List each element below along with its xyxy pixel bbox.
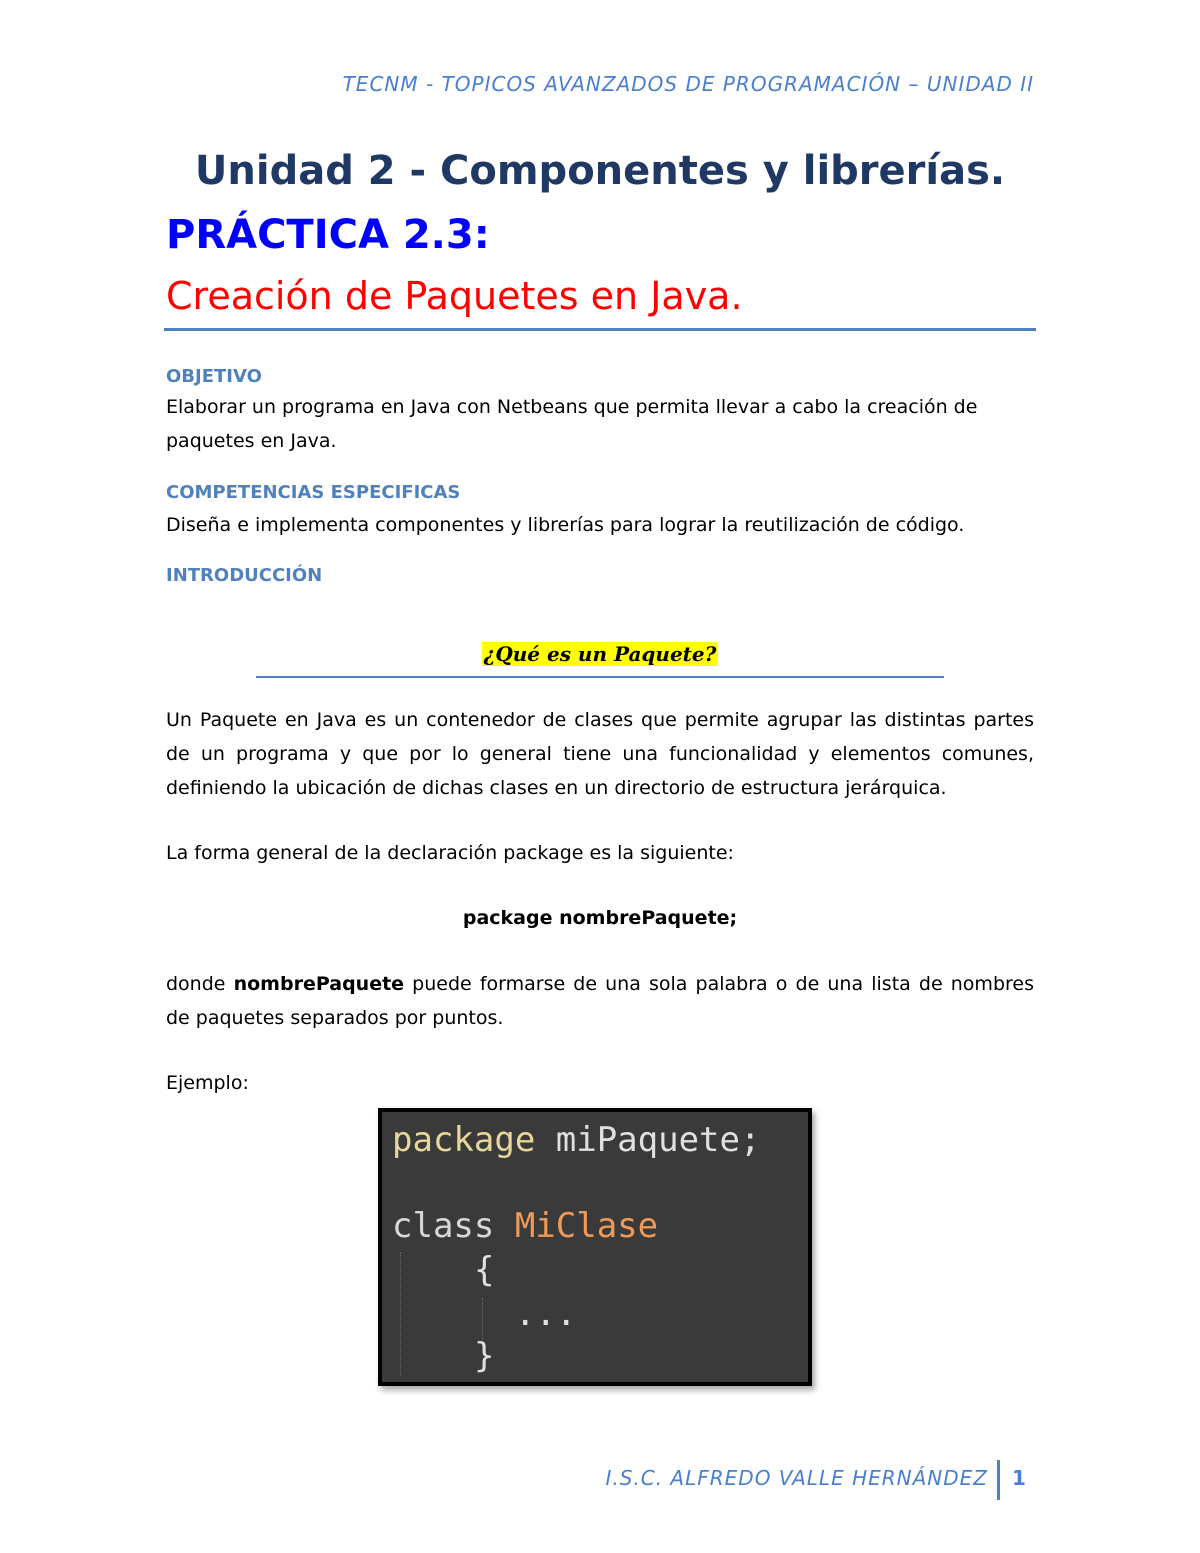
title-divider [164, 328, 1036, 331]
code-ellipsis: ... [515, 1294, 577, 1334]
example-label: Ejemplo: [166, 1072, 249, 1094]
paragraph-text-before: donde [166, 973, 234, 995]
code-package-keyword: package [392, 1120, 536, 1160]
competencias-text: Diseña e implementa componentes y librerías para lograr la reutilización de código. [166, 514, 965, 536]
code-line-class [392, 1206, 658, 1246]
competencias-heading: COMPETENCIAS ESPECIFICAS [166, 482, 461, 503]
code-open-brace: { [474, 1250, 495, 1290]
practice-number: PRÁCTICA 2.3: [166, 212, 490, 258]
intro-paragraph: Un Paquete en Java es un contenedor de clases que permite agrupar las distintas partes de un programa y que por lo general tiene una funcionalidad y elementos comunes, definiendo la ubicación de dichas clases en un directorio de estructura jerárquica. [166, 709, 1034, 799]
code-class-keyword: class [392, 1206, 495, 1246]
objetivo-text: Elaborar un programa en Java con Netbeans que permita llevar a cabo la creación de paquetes en Java. [166, 396, 978, 452]
code-example-image [378, 1108, 812, 1386]
page-header: TECNM - TOPICOS AVANZADOS DE PROGRAMACIÓN – UNIDAD II [342, 72, 1034, 96]
code-close-brace: } [474, 1336, 495, 1376]
indent-guide-outer [400, 1252, 401, 1376]
package-form-text: La forma general de la declaración package es la siguiente: [166, 842, 734, 864]
question-heading-wrap [256, 642, 944, 666]
package-declaration: package nombrePaquete; [462, 907, 738, 929]
question-divider [256, 676, 944, 678]
footer-author: I.S.C. ALFREDO VALLE HERNÁNDEZ [605, 1466, 988, 1490]
footer-divider [997, 1460, 1000, 1500]
unit-title: Unidad 2 - Componentes y librerías. [194, 148, 1006, 194]
objetivo-heading: OBJETIVO [166, 366, 262, 387]
question-heading: ¿Qué es un Paquete? [483, 642, 717, 666]
nombre-paquete-term: nombrePaquete [233, 973, 405, 995]
introduccion-heading: INTRODUCCIÓN [166, 565, 323, 586]
page-number: 1 [1012, 1466, 1026, 1490]
paragraph-text-after: puede formarse de una sola palabra o de una lista de nombres de paquetes separados por puntos. [166, 973, 1034, 1029]
nombre-paquete-paragraph [166, 967, 1034, 1035]
code-line-package [392, 1120, 760, 1160]
code-class-name: MiClase [494, 1206, 659, 1246]
practice-subtitle: Creación de Paquetes en Java. [166, 274, 743, 318]
code-package-name: miPaquete; [535, 1120, 761, 1160]
